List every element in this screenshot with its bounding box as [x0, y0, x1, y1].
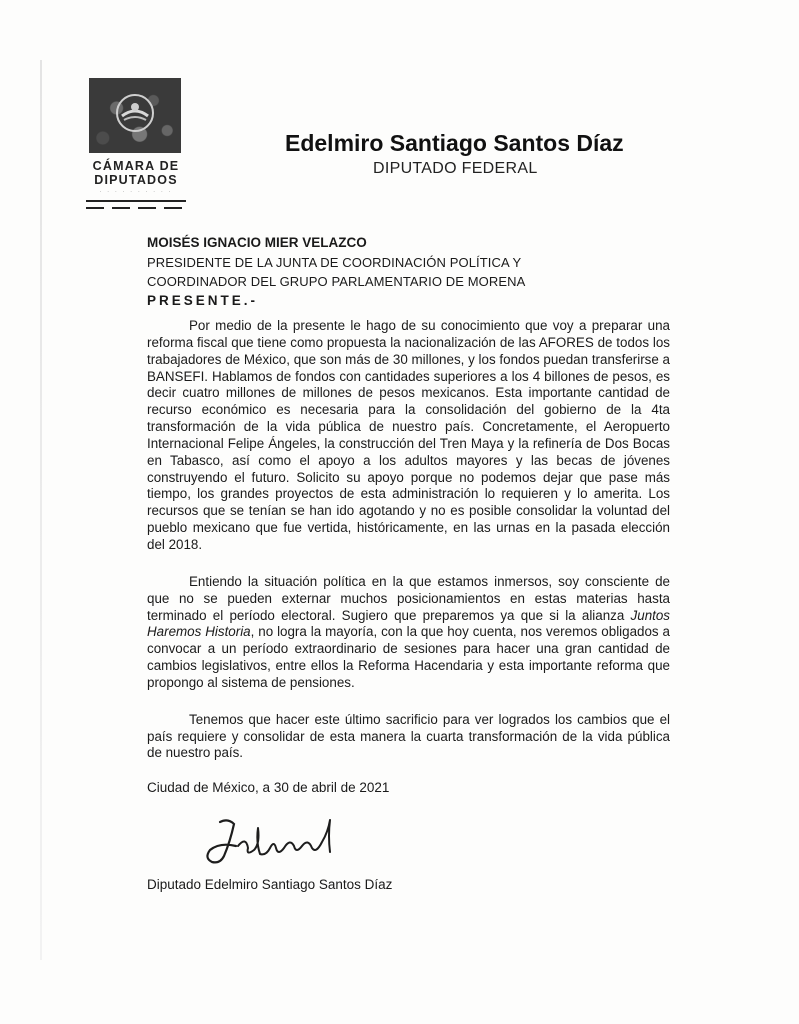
paragraph-2-part-a: Entiendo la situación política en la que estamos inmersos, soy consciente de que no se pueden externar muchos posicionamientos en estas materias hasta terminado el período electoral. Sugiero que preparemos ya que si la alianza — [147, 573, 670, 623]
recipient-title-line2: COORDINADOR DEL GRUPO PARLAMENTARIO DE MORENA — [147, 274, 526, 289]
alliance-name: Juntos Haremos Historia — [147, 607, 670, 640]
body-paragraph-1: Por medio de la presente le hago de su conocimiento que voy a preparar una reforma fiscal que tiene como propuesta la nacionalización de las AFORES de todos los trabajadores de México, que son más de 30 millones, y los fondos puedan transferirse a BANSEFI. Hablamos de fondos con cantidades superiores a los 4 billones de pesos, es decir cuatro millones de millones de pesos mexicanos. Esta importante cantidad de recurso económico es necesaria para la consolidación del gobierno de la 4ta transformación de la vida pública de nuestro país. Concretamente, el Aeropuerto Internacional Felipe Ángeles, la construcción del Tren Maya y la refinería de Dos Bocas en Tabasco, así como el apoyo a los adultos mayores y las becas de jóvenes construyendo el futuro. Solicito su apoyo porque no podemos dejar que pase más tiempo, los grandes proyectos de esta administración lo requieren y lo amerita. Los recursos que se tenían se han ido agotando y no es posible consolidar la voluntad del pueblo mexicano que fue vertida, históricamente, en las urnas en la pasada elección del 2018. — [147, 318, 670, 552]
logo-divider-dashed — [86, 207, 186, 209]
handwritten-signature-icon — [190, 812, 370, 872]
body-paragraph-3: Tenemos que hacer este último sacrificio para ver logrados los cambios que el país requiere y consolidar de esta manera la cuarta transformación de la vida pública de nuestro país. — [147, 711, 670, 761]
chamber-logo — [86, 78, 196, 209]
recipient-name: MOISÉS IGNACIO MIER VELAZCO — [147, 235, 367, 250]
date-line: Ciudad de México, a 30 de abril de 2021 — [147, 780, 390, 795]
signer-name: Diputado Edelmiro Santiago Santos Díaz — [147, 877, 393, 892]
chamber-emblem-icon — [89, 78, 181, 153]
sender-name: Edelmiro Santiago Santos Díaz — [285, 130, 624, 156]
logo-text-line1: CÁMARA DE — [92, 159, 180, 173]
recipient-block — [147, 233, 667, 311]
logo-text-line2: DIPUTADOS — [94, 173, 178, 187]
recipient-title-line1: PRESIDENTE DE LA JUNTA DE COORDINACIÓN POLÍTICA Y — [147, 255, 522, 270]
logo-divider — [86, 200, 186, 202]
body-paragraph-2 — [147, 574, 670, 692]
logo-subtitle-decoration: · · · · · · · · · · — [99, 189, 173, 195]
sender-role: DIPUTADO FEDERAL — [373, 160, 538, 177]
salutation: PRESENTE.- — [147, 293, 259, 308]
scan-edge-shadow — [40, 60, 42, 960]
letter-body — [147, 318, 670, 762]
paragraph-2-part-b: , no logra la mayoría, con la que hoy cuenta, nos veremos obligados a convocar a un período extraordinario de sesiones para hacer una gran cantidad de cambios legislativos, entre ellos la Reforma Hacendaria y esta importante reforma que propongo al sistema de pensiones. — [147, 624, 670, 690]
